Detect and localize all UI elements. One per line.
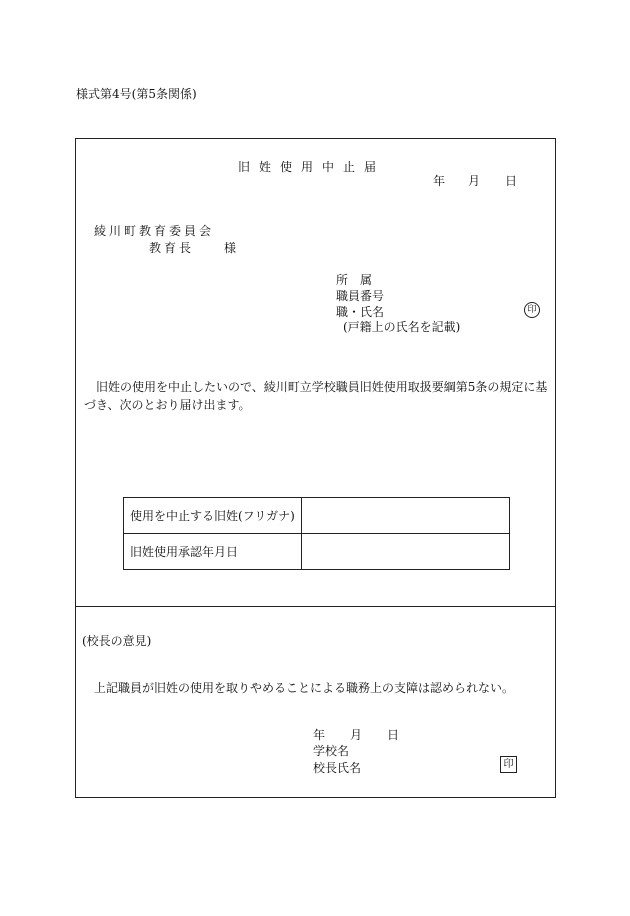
form-title: 旧姓使用中止届 (238, 160, 386, 174)
principal-date-day-label: 日 (387, 728, 400, 742)
principal-name-label: 校長氏名 (313, 761, 362, 775)
date-month-label: 月 (468, 174, 481, 188)
frame-edge-mark (555, 566, 556, 606)
principal-date-year-label: 年 (313, 728, 326, 742)
table-row (124, 498, 510, 534)
school-name-label: 学校名 (313, 744, 350, 758)
principal-seal-icon: 印 (500, 756, 517, 773)
table-row (124, 534, 510, 570)
principal-date-month-label: 月 (350, 728, 363, 742)
date-year-label: 年 (433, 174, 446, 188)
principal-opinion-text: 上記職員が旧姓の使用を取りやめることによる職務上の支障は認められない。 (94, 681, 515, 695)
addressee-org: 綾川町教育委員会 (94, 224, 215, 238)
addressee-person: 教育長 様 (149, 241, 240, 255)
body-text: 旧姓の使用を中止したいので、綾川町立学校職員旧姓使用取扱要綱第5条の規定に基づき、次のとおり届け出ます。 (84, 380, 548, 412)
name-note: (戸籍上の氏名を記載) (343, 320, 461, 334)
affiliation-label: 所 属 (336, 273, 373, 287)
old-name-field[interactable] (302, 498, 510, 534)
form-code: 様式第4号(第5条関係) (76, 87, 197, 101)
date-day-label: 日 (505, 174, 518, 188)
staff-number-label: 職員番号 (336, 289, 385, 303)
principal-opinion-heading: (校長の意見) (82, 634, 152, 648)
applicant-seal-icon: 印 (524, 302, 540, 318)
old-name-table (123, 497, 510, 570)
table-label-old-name: 使用を中止する旧姓(フリガナ) (124, 498, 302, 534)
section-divider (75, 606, 556, 607)
table-label-approval-date: 旧姓使用承認年月日 (124, 534, 302, 570)
name-label: 職・氏名 (336, 305, 385, 319)
approval-date-field[interactable] (302, 534, 510, 570)
